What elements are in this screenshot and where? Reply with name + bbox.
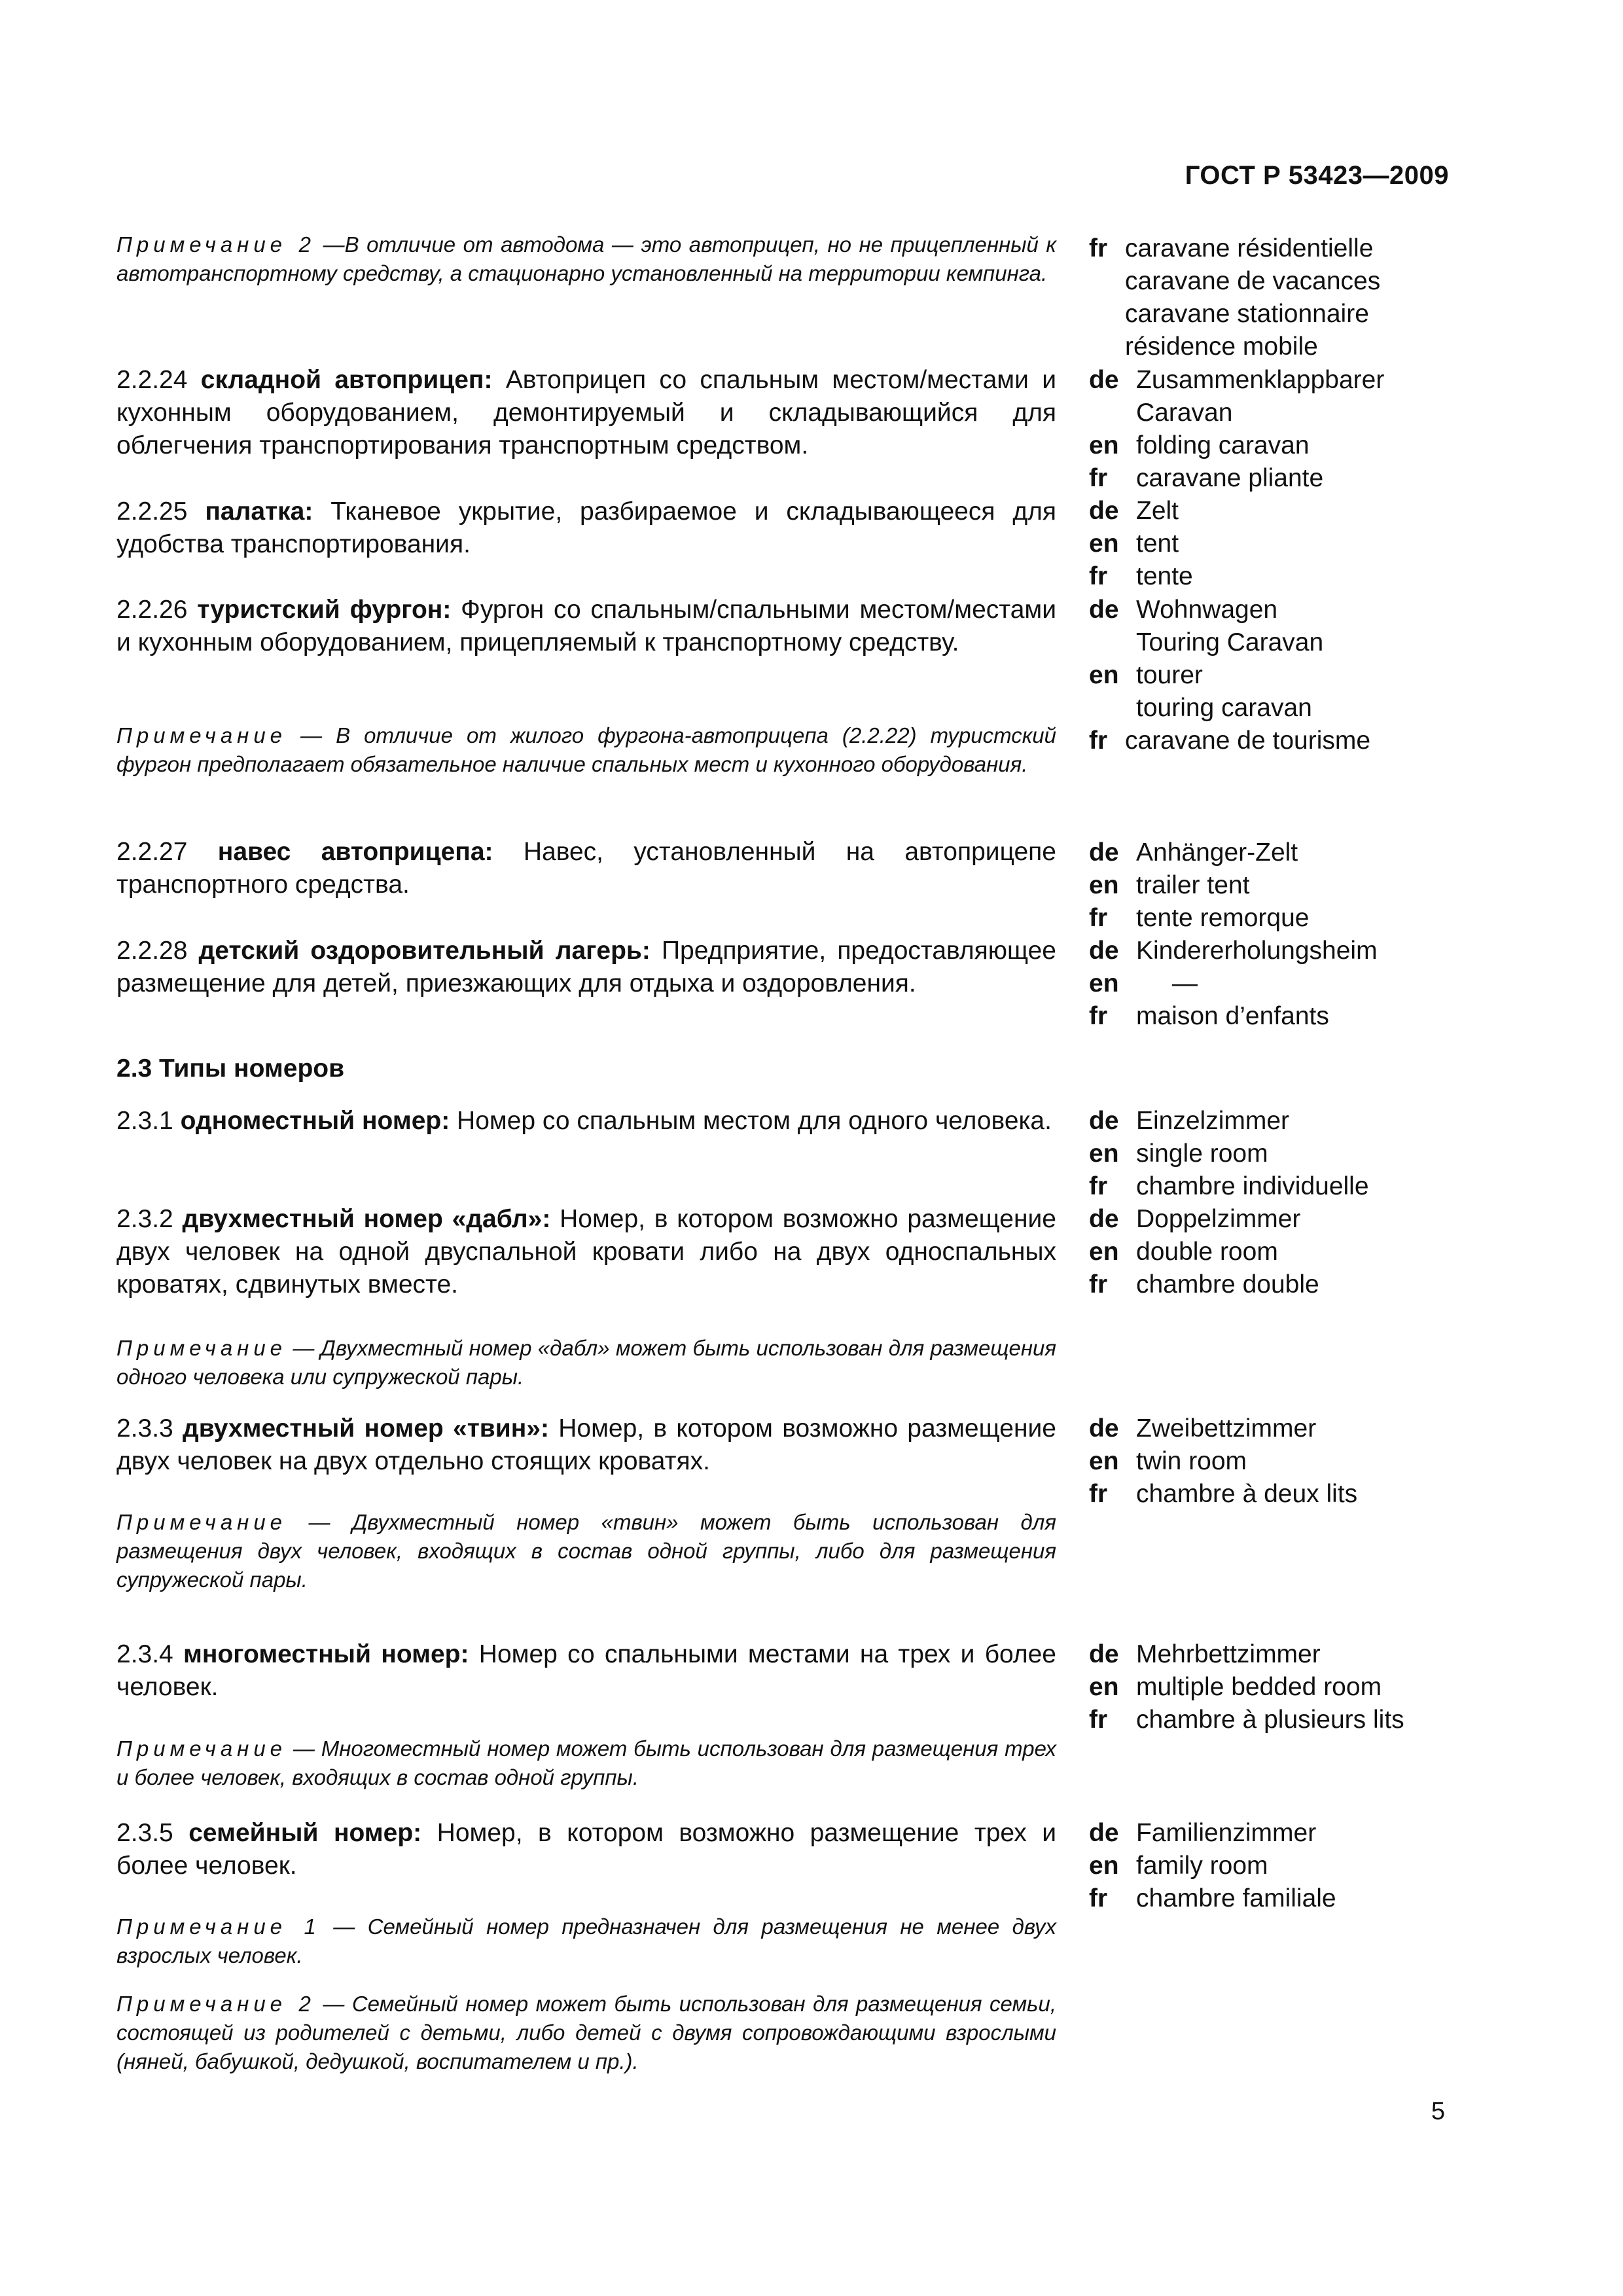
term-number: 2.3.4 — [116, 1640, 184, 1668]
term-en: single room — [1136, 1139, 1268, 1168]
note-text: Многоместный номер может быть использован для размещения трех и более человек, входящих в состав одной группы. — [116, 1736, 1056, 1789]
equivalent-en — [1089, 429, 1455, 462]
term-fr: caravane de vacances — [1125, 267, 1381, 295]
lang-spacer — [1089, 692, 1136, 725]
note-2-3-5-2 — [116, 1990, 1056, 2076]
term-2-3-2 — [116, 1203, 1056, 1301]
term-definition: Номер со спальным местом для одного человека. — [450, 1107, 1052, 1135]
lang-code: de — [1089, 1205, 1119, 1233]
section-heading-2-3: 2.3 Типы номеров — [116, 1054, 345, 1083]
term-en: family room — [1136, 1852, 1268, 1880]
note-sep: — — [287, 1510, 353, 1534]
note-label: Примечание — [116, 1736, 287, 1761]
equivalent-fr — [1089, 560, 1455, 593]
note-label: Примечание 2 — [116, 232, 315, 257]
term-de: Familienzimmer — [1136, 1819, 1317, 1847]
lang-spacer — [1089, 298, 1125, 331]
equivalent-fr — [1089, 1882, 1455, 1915]
term-en: tent — [1136, 529, 1179, 558]
term-en: tourer — [1136, 661, 1203, 689]
term-fr: tente remorque — [1136, 904, 1310, 932]
term-number: 2.3.3 — [116, 1414, 183, 1443]
equivalent-de — [1089, 364, 1455, 397]
equivalents-2-2-28 — [1089, 935, 1455, 1033]
note-label: Примечание — [116, 1336, 287, 1360]
equivalent-fr — [1089, 1170, 1455, 1203]
term-2-2-27 — [116, 836, 1056, 901]
term-en: folding caravan — [1136, 431, 1310, 459]
equivalent-fr — [1089, 462, 1455, 495]
term-definition: Предприятие, предоставляющее размещение для детей, приезжающих для отдыха и оздоровления. — [116, 937, 1056, 997]
note-text: В отличие от автодома — это автоприцеп, но не прицепленный к автотранспортному средству, а стационарно установленный на территории кемпинга. — [116, 232, 1057, 285]
note-text: Двухместный номер «дабл» может быть использован для размещения одного человека или супружеской пары. — [116, 1336, 1056, 1389]
term-name: детский оздоровительный лагерь: — [198, 937, 651, 965]
term-definition: Номер, в котором возможно размещение двух человек на одной двуспальной кровати либо на двух односпальных кроватях, сдвинутых вместе. — [116, 1205, 1056, 1299]
equivalent-de — [1089, 495, 1455, 528]
lang-spacer — [1089, 265, 1125, 298]
term-name: складной автоприцеп: — [200, 366, 493, 394]
note-2-2-26 — [116, 721, 1056, 779]
term-de: Kindererholungsheim — [1136, 937, 1378, 965]
equivalents-2-2-27 — [1089, 836, 1455, 935]
term-2-2-25 — [116, 495, 1056, 561]
note-sep: — — [320, 1914, 368, 1939]
lang-spacer — [1089, 331, 1125, 363]
lang-code: en — [1089, 431, 1119, 459]
equivalents-2-3-4 — [1089, 1638, 1455, 1736]
term-fr: caravane de tourisme — [1125, 726, 1371, 755]
equivalent-fr — [1089, 902, 1455, 935]
term-de: Wohnwagen — [1136, 596, 1278, 624]
term-definition: Фургон со спальным/спальными местом/местами и кухонным оборудованием, прицепляемый к транспортному средству. — [116, 596, 1056, 656]
equivalent-de — [1089, 397, 1455, 429]
lang-code: fr — [1089, 464, 1108, 492]
lang-code: en — [1089, 969, 1119, 997]
term-de: Anhänger-Zelt — [1136, 838, 1298, 867]
term-name: палатка: — [205, 497, 313, 526]
term-number: 2.3.5 — [116, 1819, 189, 1847]
note-text: Двухместный номер «твин» может быть использован для размещения двух человек, входящих в состав одной группы, либо для размещения супружеской пары. — [116, 1510, 1057, 1592]
lang-code: en — [1089, 661, 1119, 689]
lang-code: de — [1089, 366, 1119, 394]
equivalent-de — [1089, 1412, 1455, 1445]
term-fr: chambre individuelle — [1136, 1172, 1369, 1200]
term-number: 2.2.24 — [116, 366, 201, 394]
equivalent-en — [1089, 1671, 1455, 1704]
term-name: двухместный номер «дабл»: — [182, 1205, 551, 1233]
note-sep: — — [287, 1736, 321, 1761]
equivalent-en — [1089, 1850, 1455, 1882]
term-2-2-28 — [116, 935, 1056, 1000]
term-2-2-24 — [116, 364, 1056, 462]
term-fr: chambre à plusieurs lits — [1136, 1706, 1404, 1734]
equivalent-de — [1089, 1817, 1455, 1850]
lang-spacer — [1089, 397, 1136, 429]
note-2-3-3 — [116, 1508, 1056, 1594]
term-definition: Номер со спальными местами на трех и более человек. — [116, 1640, 1056, 1701]
lang-code: en — [1089, 529, 1119, 558]
term-fr: tente — [1136, 562, 1193, 590]
lang-code: de — [1089, 1414, 1119, 1443]
note-label: Примечание — [116, 1510, 287, 1534]
term-name: одноместный номер: — [180, 1107, 450, 1135]
equivalents-2-2-25 — [1089, 495, 1455, 593]
lang-code: de — [1089, 838, 1119, 867]
term-2-3-3 — [116, 1412, 1056, 1478]
term-name: двухместный номер «твин»: — [183, 1414, 549, 1443]
lang-code: de — [1089, 937, 1119, 965]
equivalent-fr — [1089, 265, 1455, 298]
lang-code: fr — [1089, 1480, 1108, 1508]
lang-code: en — [1089, 871, 1119, 899]
lang-code: fr — [1089, 1002, 1108, 1030]
term-2-3-4 — [116, 1638, 1056, 1704]
note-text: Семейный номер предназначен для размещения не менее двух взрослых человек. — [116, 1914, 1056, 1967]
term-fr: chambre double — [1136, 1270, 1319, 1299]
term-en: — — [1172, 969, 1198, 997]
term-definition: Автоприцеп со спальным местом/местами и кухонным оборудованием, демонтируемый и складывающийся для облегчения транспортирования транспортным средством. — [116, 366, 1056, 459]
equivalent-fr — [1089, 298, 1455, 331]
term-2-2-26 — [116, 594, 1056, 659]
equivalent-de — [1089, 836, 1455, 869]
equivalent-en — [1089, 1138, 1455, 1170]
note-sep: — — [287, 723, 336, 747]
term-number: 2.2.27 — [116, 838, 218, 866]
lang-code: fr — [1089, 726, 1108, 755]
lang-spacer — [1089, 626, 1136, 659]
term-name: навес автоприцепа: — [217, 838, 493, 866]
equivalent-fr — [1089, 331, 1455, 363]
note-text: Семейный номер может быть использован для размещения семьи, состоящей из родителей с детьми, либо детей с двумя сопровождающими взрослыми (няней, бабушкой, дедушкой, воспитателем и пр.). — [116, 1992, 1057, 2073]
term-en: trailer tent — [1136, 871, 1250, 899]
note-2-2-23 — [116, 230, 1056, 288]
lang-code: de — [1089, 1640, 1119, 1668]
equivalent-en — [1089, 1236, 1455, 1268]
page-number: 5 — [1431, 2098, 1445, 2125]
equivalent-de — [1089, 594, 1455, 626]
term-name: многоместный номер: — [183, 1640, 469, 1668]
equivalents-2-3-1 — [1089, 1105, 1455, 1203]
lang-code: en — [1089, 1852, 1119, 1880]
lang-code: en — [1089, 1139, 1119, 1168]
term-name: туристский фургон: — [197, 596, 452, 624]
note-label: Примечание 1 — [116, 1914, 321, 1939]
term-de: Zusammenklappbarer — [1136, 366, 1385, 394]
equivalents-2-3-3 — [1089, 1412, 1455, 1511]
note-label: Примечание — [116, 723, 287, 747]
lang-code: de — [1089, 1107, 1119, 1135]
note-sep: — — [287, 1336, 321, 1360]
note-2-3-4 — [116, 1734, 1056, 1792]
term-de: Einzelzimmer — [1136, 1107, 1290, 1135]
note-label: Примечание 2 — [116, 1992, 315, 2016]
equivalent-de — [1089, 1105, 1455, 1138]
equivalent-en — [1089, 967, 1455, 1000]
term-en: touring caravan — [1136, 694, 1312, 722]
term-de: Zelt — [1136, 497, 1179, 525]
term-fr: maison d’enfants — [1136, 1002, 1329, 1030]
term-2-3-5 — [116, 1817, 1056, 1882]
term-de: Doppelzimmer — [1136, 1205, 1301, 1233]
term-en: double room — [1136, 1238, 1278, 1266]
equivalent-de — [1089, 1203, 1455, 1236]
equivalent-fr — [1089, 1268, 1455, 1301]
note-2-3-2 — [116, 1334, 1056, 1391]
term-de: Zweibettzimmer — [1136, 1414, 1317, 1443]
equivalent-de — [1089, 626, 1455, 659]
equivalents-2-2-24 — [1089, 364, 1455, 495]
term-en: multiple bedded room — [1136, 1673, 1382, 1701]
term-number: 2.2.26 — [116, 596, 198, 624]
lang-code: fr — [1089, 1270, 1108, 1299]
equivalent-fr — [1089, 232, 1455, 265]
term-fr: caravane résidentielle — [1125, 234, 1374, 262]
equivalents-2-2-26 — [1089, 594, 1455, 757]
note-sep: — — [315, 1992, 352, 2016]
term-de: Touring Caravan — [1136, 628, 1324, 656]
lang-code: fr — [1089, 1884, 1108, 1912]
equivalent-en — [1089, 692, 1455, 725]
term-fr: caravane stationnaire — [1125, 300, 1369, 328]
term-name: семейный номер: — [188, 1819, 422, 1847]
term-de: Caravan — [1136, 399, 1233, 427]
term-fr: chambre familiale — [1136, 1884, 1336, 1912]
lang-code: fr — [1089, 234, 1108, 262]
term-definition: Навес, установленный на автоприцепе транспортного средства. — [116, 838, 1056, 899]
equivalents-2-3-2 — [1089, 1203, 1455, 1301]
equivalent-fr — [1089, 1000, 1455, 1033]
lang-code: de — [1089, 596, 1119, 624]
equivalent-en — [1089, 869, 1455, 902]
lang-code: de — [1089, 497, 1119, 525]
term-definition: Тканевое укрытие, разбираемое и складывающееся для удобства транспортирования. — [116, 497, 1056, 558]
term-number: 2.3.1 — [116, 1107, 181, 1135]
equivalent-en — [1089, 1445, 1455, 1478]
term-definition: Номер, в котором возможно размещение двух человек на двух отдельно стоящих кроватях. — [116, 1414, 1056, 1475]
lang-code: fr — [1089, 1172, 1108, 1200]
lang-code: de — [1089, 1819, 1119, 1847]
lang-code: fr — [1089, 904, 1108, 932]
term-definition: Номер, в котором возможно размещение трех и более человек. — [116, 1819, 1056, 1880]
term-fr: résidence mobile — [1125, 332, 1318, 361]
equivalents-2-3-5 — [1089, 1817, 1455, 1915]
equivalent-en — [1089, 659, 1455, 692]
equivalent-fr — [1089, 1478, 1455, 1511]
term-number: 2.2.25 — [116, 497, 205, 526]
note-sep: — — [315, 232, 345, 257]
equivalent-de — [1089, 1638, 1455, 1671]
note-text: В отличие от жилого фургона-автоприцепа (2.2.22) туристский фургон предполагает обязательное наличие спальных мест и кухонного оборудования. — [116, 723, 1056, 776]
lang-code: fr — [1089, 562, 1108, 590]
lang-code: en — [1089, 1238, 1119, 1266]
document-header: ГОСТ Р 53423—2009 — [1185, 161, 1449, 190]
lang-code: fr — [1089, 1706, 1108, 1734]
term-number: 2.2.28 — [116, 937, 199, 965]
equivalent-fr — [1089, 725, 1455, 757]
lang-code: en — [1089, 1673, 1119, 1701]
term-2-3-1 — [116, 1105, 1056, 1138]
equivalents-2-2-23 — [1089, 232, 1455, 363]
term-number: 2.3.2 — [116, 1205, 183, 1233]
equivalent-en — [1089, 528, 1455, 560]
equivalent-fr — [1089, 1704, 1455, 1736]
term-en: twin room — [1136, 1447, 1247, 1475]
term-fr: chambre à deux lits — [1136, 1480, 1358, 1508]
equivalent-de — [1089, 935, 1455, 967]
lang-code: en — [1089, 1447, 1119, 1475]
term-fr: caravane pliante — [1136, 464, 1324, 492]
term-de: Mehrbettzimmer — [1136, 1640, 1321, 1668]
note-2-3-5-1 — [116, 1912, 1056, 1970]
